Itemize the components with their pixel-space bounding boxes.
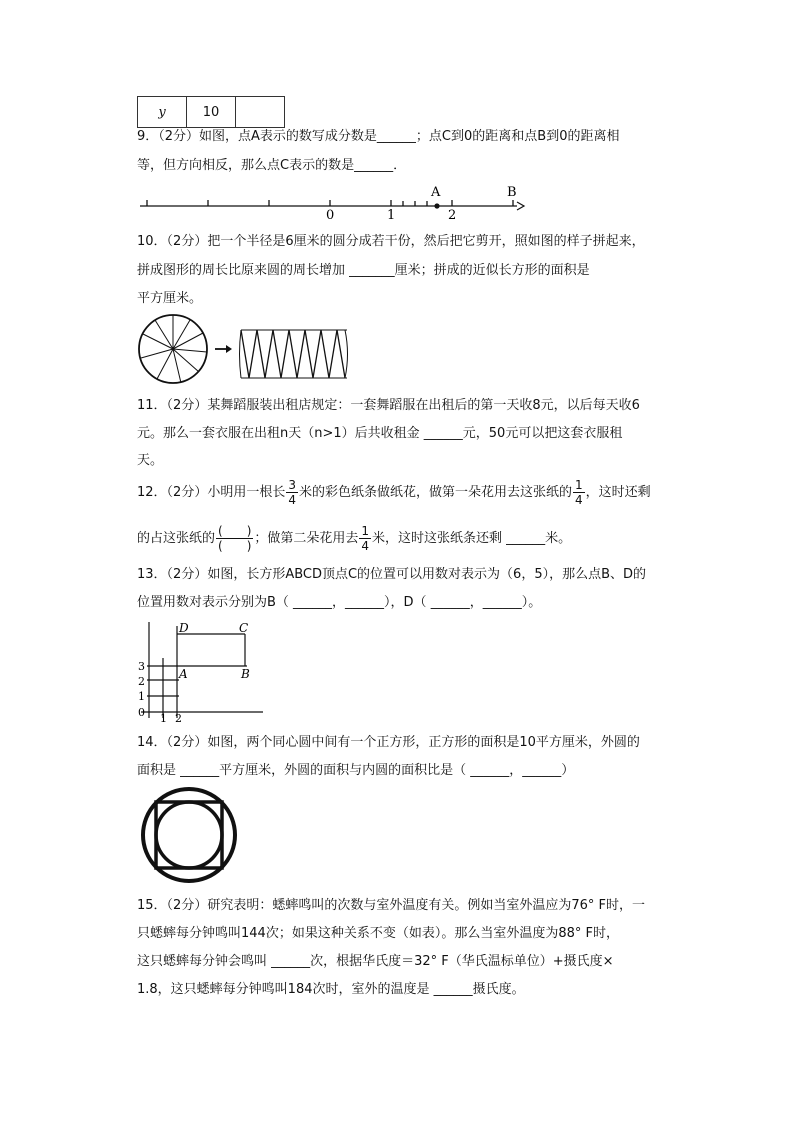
fraction-numerator: 1 [361, 524, 370, 538]
q15-line2: 只蟋蟀每分钟鸣叫144次；如果这种关系不变（如表）。那么当室外温度为88° F时， [137, 926, 619, 941]
q9-line1: 9．（2分）如图，点A表示的数写成分数是______；点C到0的距离和点B到0的距离相 [137, 129, 620, 144]
grid-label-x1: 1 [160, 712, 167, 722]
q15-line4: 1.8，这只蟋蟀每分钟鸣叫184次时，室外的温度是 ______摄氏度。 [137, 982, 525, 997]
q11-line1: 11．（2分）某舞蹈服装出租店规定：一套舞蹈服在出租后的第一天收8元，以后每天收6 [137, 398, 640, 413]
q12-text-part2: 米的彩色纸条做纸花，做第一朵花用去这张纸的 [298, 485, 572, 500]
q11-line2: 元。那么一套衣服在出租n天（n>1）后共收租金 ______元，50元可以把这套衣服租 [137, 426, 623, 441]
q12-line1 [137, 478, 651, 508]
q14-line1: 14．（2分）如图，两个同心圆中间有一个正方形，正方形的面积是10平方厘米，外圆的 [137, 735, 640, 750]
fraction-three-quarters [286, 478, 298, 507]
fraction-denominator: 4 [574, 493, 583, 507]
q12-text-part1: 12．（2分）小明用一根长 [137, 485, 286, 500]
table-cell-empty [236, 97, 285, 128]
fraction-answer-blank [216, 524, 253, 553]
q9-line2: 等，但方向相反，那么点C表示的数是______． [137, 158, 407, 173]
fraction-denominator: 4 [361, 539, 370, 553]
coordinate-grid-figure [137, 618, 267, 722]
grid-label-y0: 0 [138, 706, 145, 719]
grid-label-d: D [179, 621, 189, 635]
q12-text-part5: ；做第二朵花用去 [254, 531, 359, 546]
q10-line2: 拼成图形的周长比原来圆的周长增加 _______厘米；拼成的近似长方形的面积是 [137, 263, 590, 278]
q13-line2: 位置用数对表示分别为B（ ______，______），D（ ______，______）。 [137, 595, 542, 610]
q12-text-part3: ，这时还剩 [585, 485, 651, 500]
axis-label-a: A [431, 185, 441, 200]
q13-line1: 13．（2分）如图，长方形ABCD顶点C的位置可以用数对表示为（6，5），那么点B、D的 [137, 567, 647, 582]
table-row [138, 97, 285, 128]
axis-label-0: 0 [326, 208, 335, 220]
grid-label-y2: 2 [138, 675, 145, 688]
fraction-one-quarter-meter [359, 524, 371, 553]
q10-line3: 平方厘米。 [137, 291, 203, 306]
q12-line2 [137, 522, 571, 556]
concentric-circles-square-figure [137, 786, 245, 886]
axis-label-2: 2 [448, 208, 457, 220]
table-row-label: y [138, 97, 187, 128]
axis-label-b: B [507, 185, 517, 200]
grid-label-y1: 1 [138, 690, 145, 703]
data-table-fragment [137, 96, 285, 128]
grid-label-a: A [179, 667, 188, 681]
fraction-numerator: 3 [288, 478, 296, 492]
fraction-numerator: ( ) [218, 524, 252, 538]
axis-label-1: 1 [387, 208, 396, 220]
q12-text-part6: 米，这时这张纸条还剩 ______米。 [372, 531, 572, 546]
circle-rearrange-figure [137, 312, 357, 388]
q15-line3: 这只蟋蟀每分钟会鸣叫 ______次，根据华氏度＝32° F（华氏温标单位）+摄氏度× [137, 954, 614, 969]
table-cell-value: 10 [187, 97, 236, 128]
grid-label-b: B [241, 667, 250, 681]
fraction-denominator: ( ) [218, 539, 252, 553]
grid-label-y3: 3 [138, 660, 145, 673]
q11-line3: 天。 [137, 453, 164, 468]
point-a-marker [434, 203, 439, 208]
fraction-one-quarter [573, 478, 585, 507]
number-line-figure [137, 180, 527, 220]
fraction-numerator: 1 [574, 478, 583, 492]
q12-text-part4: 的占这张纸的 [137, 531, 216, 546]
q15-line1: 15．（2分）研究表明：蟋蟀鸣叫的次数与室外温度有关。例如当室外温应为76° F时，一 [137, 898, 645, 913]
grid-label-c: C [239, 621, 249, 635]
grid-label-x2: 2 [175, 712, 182, 722]
q14-line2: 面积是 ______平方厘米，外圆的面积与内圆的面积比是（ ______，______） [137, 763, 575, 778]
q10-line1: 10．（2分）把一个半径是6厘米的圆分成若干份，然后把它剪开，照如图的样子拼起来， [137, 234, 645, 249]
fraction-denominator: 4 [288, 493, 296, 507]
